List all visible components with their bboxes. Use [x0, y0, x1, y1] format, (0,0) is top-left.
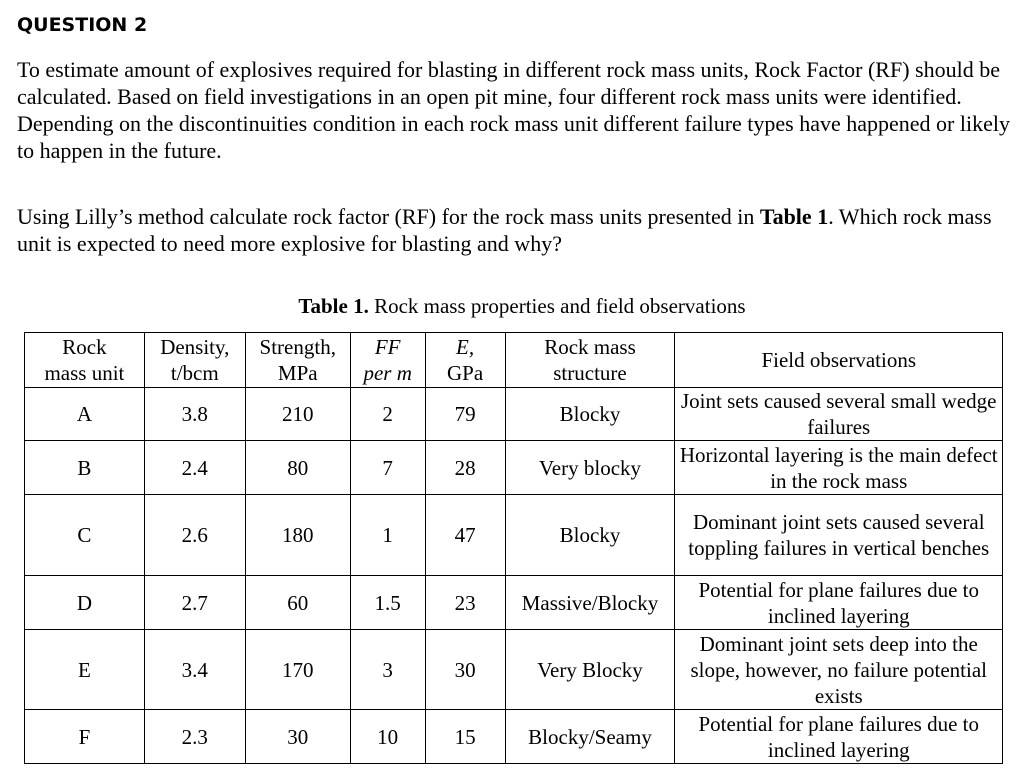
header-density: Density, t/bcm — [144, 333, 245, 388]
cell-structure: Blocky/Seamy — [505, 710, 675, 764]
cell-observation: Joint sets caused several small wedge failures — [675, 388, 1003, 441]
cell-observation: Dominant joint sets deep into the slope, however, no failure potential exists — [675, 630, 1003, 710]
header-ff: FF per m — [350, 333, 425, 388]
cell-ff: 1 — [350, 495, 425, 576]
cell-strength: 80 — [245, 441, 350, 495]
cell-e: 79 — [425, 388, 505, 441]
cell-e: 15 — [425, 710, 505, 764]
table-row — [25, 576, 1003, 630]
header-e: E, GPa — [425, 333, 505, 388]
table-row — [25, 388, 1003, 441]
cell-strength: 210 — [245, 388, 350, 441]
table-caption-text: Rock mass properties and field observations — [368, 294, 746, 318]
cell-structure: Very blocky — [505, 441, 675, 495]
cell-ff: 3 — [350, 630, 425, 710]
cell-ff: 7 — [350, 441, 425, 495]
cell-unit: E — [25, 630, 145, 710]
header-structure: Rock mass structure — [505, 333, 675, 388]
cell-structure: Massive/Blocky — [505, 576, 675, 630]
header-strength: Strength, MPa — [245, 333, 350, 388]
table-row — [25, 630, 1003, 710]
cell-ff: 2 — [350, 388, 425, 441]
cell-unit: D — [25, 576, 145, 630]
cell-strength: 30 — [245, 710, 350, 764]
task-paragraph — [17, 203, 1017, 257]
cell-density: 2.7 — [144, 576, 245, 630]
header-observations: Field observations — [675, 333, 1003, 388]
cell-structure: Blocky — [505, 388, 675, 441]
cell-density: 3.8 — [144, 388, 245, 441]
cell-e: 23 — [425, 576, 505, 630]
cell-unit: F — [25, 710, 145, 764]
cell-ff: 1.5 — [350, 576, 425, 630]
cell-ff: 10 — [350, 710, 425, 764]
cell-structure: Very Blocky — [505, 630, 675, 710]
cell-density: 3.4 — [144, 630, 245, 710]
cell-density: 2.6 — [144, 495, 245, 576]
intro-paragraph: To estimate amount of explosives required for blasting in different rock mass units, Rock Factor (RF) should be calculated. Based on field investigations in an open pit mine, four different rock mass units were identified. Depending on the discontinuities condition in each rock mass unit different failure types have happened or likely to happen in the future. — [17, 57, 1010, 163]
question-heading: QUESTION 2 — [17, 14, 148, 36]
header-rock-unit: Rock mass unit — [25, 333, 145, 388]
cell-observation: Potential for plane failures due to inclined layering — [675, 710, 1003, 764]
cell-observation: Dominant joint sets caused several toppling failures in vertical benches — [675, 495, 1003, 576]
rock-mass-table — [24, 332, 1003, 764]
cell-strength: 170 — [245, 630, 350, 710]
task-text-2: . Which rock mass unit is expected to need more explosive for blasting and why? — [17, 204, 992, 256]
cell-density: 2.3 — [144, 710, 245, 764]
cell-unit: B — [25, 441, 145, 495]
table-caption-label: Table 1. — [298, 294, 369, 318]
cell-unit: C — [25, 495, 145, 576]
cell-strength: 180 — [245, 495, 350, 576]
cell-unit: A — [25, 388, 145, 441]
task-table-ref: Table 1 — [759, 204, 829, 229]
table-header-row — [25, 333, 1003, 388]
table-row — [25, 441, 1003, 495]
task-text-1: Using Lilly’s method calculate rock factor (RF) for the rock mass units presented in — [17, 204, 760, 229]
cell-observation: Horizontal layering is the main defect in the rock mass — [675, 441, 1003, 495]
cell-e: 28 — [425, 441, 505, 495]
table-row — [25, 710, 1003, 764]
table-caption — [0, 294, 1024, 319]
table-row — [25, 495, 1003, 576]
cell-e: 47 — [425, 495, 505, 576]
cell-observation: Potential for plane failures due to inclined layering — [675, 576, 1003, 630]
cell-e: 30 — [425, 630, 505, 710]
cell-structure: Blocky — [505, 495, 675, 576]
cell-density: 2.4 — [144, 441, 245, 495]
cell-strength: 60 — [245, 576, 350, 630]
